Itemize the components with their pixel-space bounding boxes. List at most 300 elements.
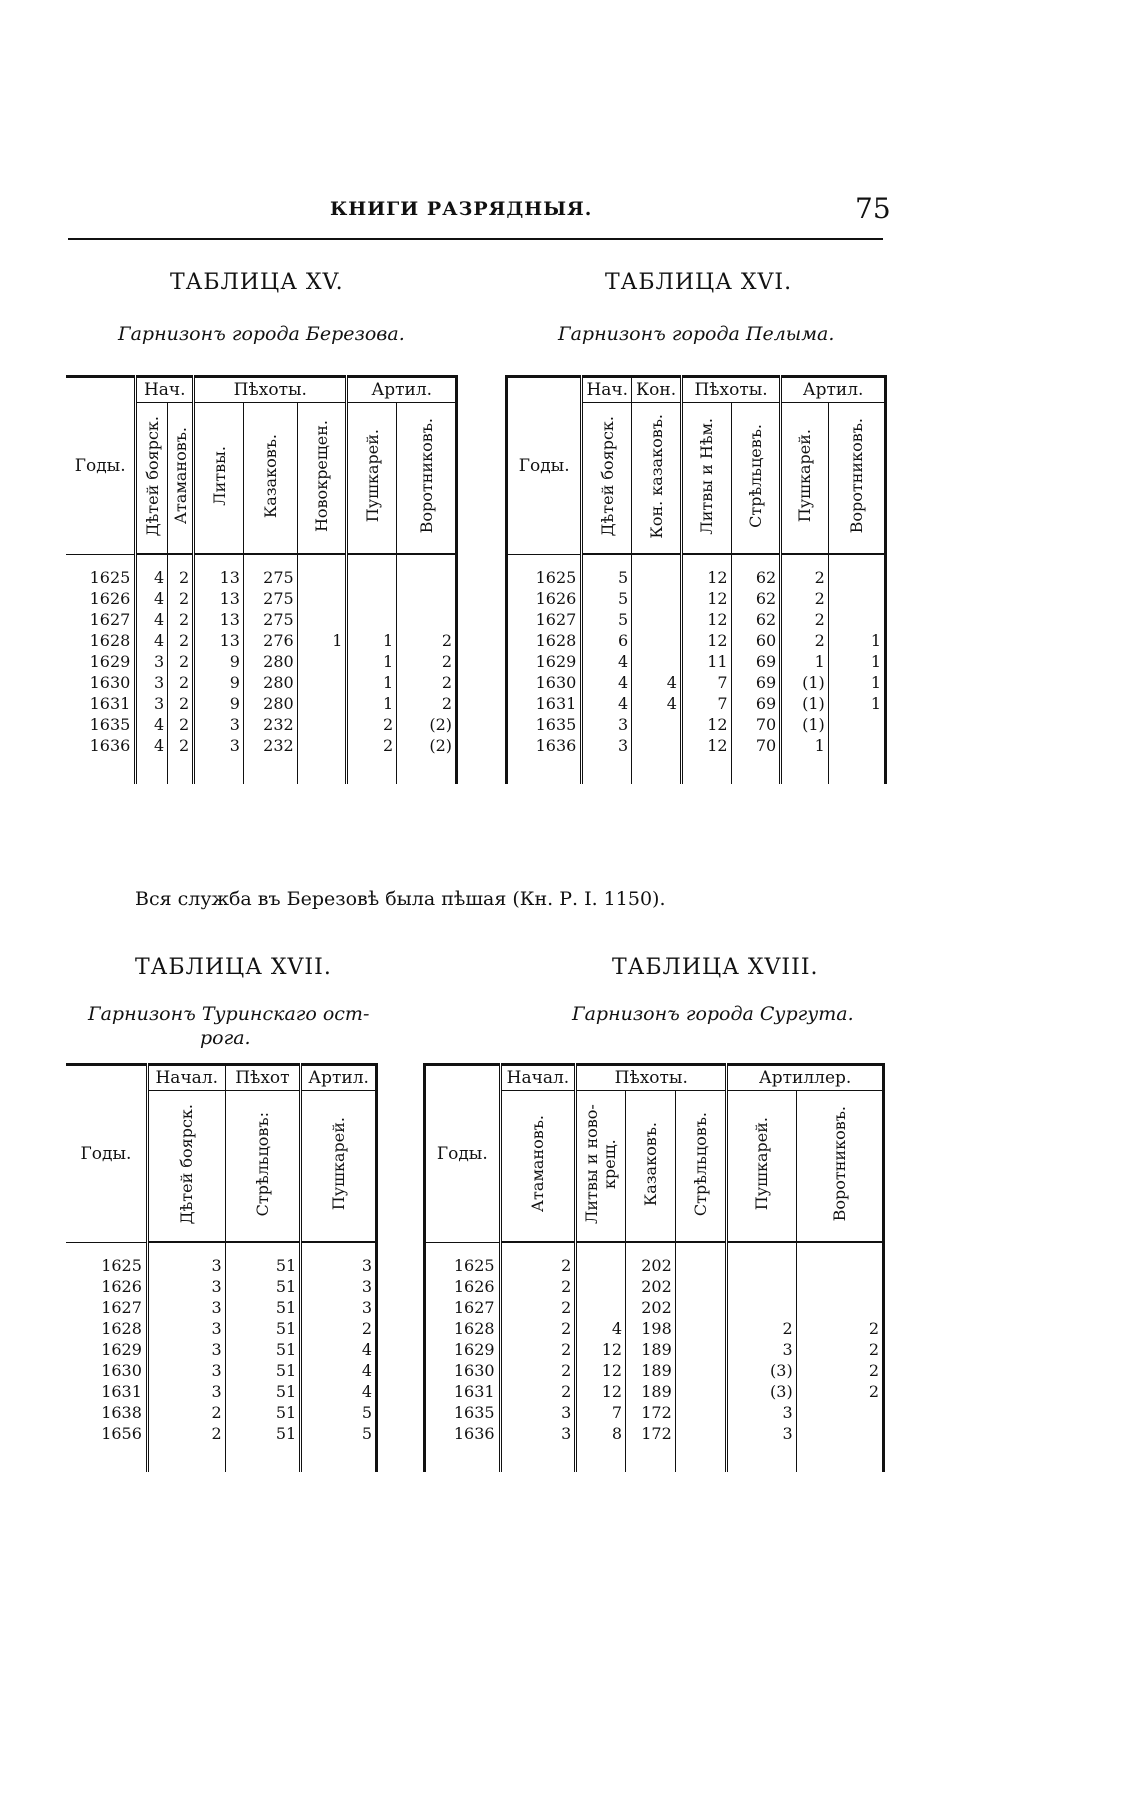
value-cell: 1 [828, 630, 885, 651]
t16-col-2: Литвы и Нѣм. [681, 403, 731, 555]
value-cell [632, 630, 682, 651]
value-cell: 3 [500, 1423, 576, 1444]
value-cell: 2 [168, 735, 194, 756]
value-cell [727, 1297, 797, 1318]
value-cell: 4 [301, 1339, 377, 1360]
value-cell: 189 [626, 1381, 676, 1402]
year-cell: 1626 [507, 588, 582, 609]
value-cell [297, 651, 347, 672]
table-17-title: ТАБЛИЦА XVII. [135, 955, 332, 980]
value-cell: 2 [168, 630, 194, 651]
value-cell: 2 [727, 1318, 797, 1339]
value-cell [632, 651, 682, 672]
table-16-subtitle: Гарнизонъ города Пелыма. [558, 323, 835, 345]
table-row [66, 651, 457, 672]
value-cell: 4 [136, 609, 168, 630]
t15-col-1: Атамановъ. [168, 403, 194, 555]
value-cell [397, 609, 457, 630]
t15-col-5: Пушкарей. [347, 403, 397, 555]
value-cell: 3 [147, 1339, 225, 1360]
value-cell [297, 609, 347, 630]
table-row [507, 567, 886, 588]
table-row [425, 1276, 884, 1297]
value-cell: 5 [582, 567, 632, 588]
year-cell: 1631 [101, 1382, 142, 1401]
value-cell: 2 [397, 693, 457, 714]
value-cell: 4 [136, 588, 168, 609]
value-cell: 4 [301, 1381, 377, 1402]
value-cell: (1) [781, 672, 829, 693]
value-cell: 3 [582, 714, 632, 735]
table-17-subtitle-2: рога. [200, 1027, 251, 1049]
year-cell: 1635 [89, 715, 131, 734]
value-cell: 12 [681, 735, 731, 756]
value-cell: 2 [397, 651, 457, 672]
value-cell [347, 609, 397, 630]
year-cell: 1626 [101, 1277, 142, 1296]
value-cell: 3 [147, 1297, 225, 1318]
value-cell: 70 [731, 735, 781, 756]
year-cell: 1627 [89, 610, 131, 629]
value-cell: 12 [576, 1339, 626, 1360]
t18-group-art: Артиллер. [727, 1065, 884, 1091]
value-cell: 2 [781, 630, 829, 651]
year-cell: 1631 [507, 693, 582, 714]
value-cell: 51 [225, 1276, 301, 1297]
value-cell [297, 693, 347, 714]
value-cell: 11 [681, 651, 731, 672]
table-row [66, 1381, 377, 1402]
year-cell: 1627 [507, 609, 582, 630]
value-cell: 3 [194, 735, 244, 756]
value-cell: 2 [168, 609, 194, 630]
t17-col-2: Пушкарей. [301, 1091, 377, 1243]
table-row [507, 672, 886, 693]
value-cell [828, 609, 885, 630]
value-cell: 2 [500, 1381, 576, 1402]
table-row [66, 735, 457, 756]
value-cell [675, 1339, 726, 1360]
value-cell [297, 735, 347, 756]
value-cell: 4 [136, 735, 168, 756]
year-cell: 1625 [101, 1256, 142, 1275]
table-row [425, 1297, 884, 1318]
value-cell: 1 [781, 735, 829, 756]
value-cell: 51 [225, 1339, 301, 1360]
value-cell: 2 [500, 1276, 576, 1297]
value-cell [796, 1423, 883, 1444]
value-cell: 7 [681, 672, 731, 693]
value-cell: 4 [582, 693, 632, 714]
value-cell: 280 [243, 672, 297, 693]
value-cell: 2 [168, 714, 194, 735]
table-15-title: ТАБЛИЦА XV. [170, 270, 344, 295]
t16-col-1: Кон. казаковъ. [632, 403, 682, 555]
value-cell: 3 [136, 651, 168, 672]
year-cell: 1656 [101, 1424, 142, 1443]
value-cell: 69 [731, 651, 781, 672]
table-row [66, 1297, 377, 1318]
table-row [66, 1255, 377, 1276]
t18-col-3: Стрѣльцовъ. [675, 1091, 726, 1243]
value-cell: 2 [781, 567, 829, 588]
year-cell: 1631 [425, 1381, 501, 1402]
value-cell: 1 [828, 651, 885, 672]
value-cell: 1 [297, 630, 347, 651]
table-row [425, 1423, 884, 1444]
table-row [425, 1255, 884, 1276]
year-cell: 1630 [507, 672, 582, 693]
year-cell: 1628 [425, 1318, 501, 1339]
t17-col-1: Стрѣльцовъ: [225, 1091, 301, 1243]
t16-col-0: Дѣтей боярск. [582, 403, 632, 555]
t16-group-kon: Кон. [632, 377, 682, 403]
value-cell: 4 [136, 714, 168, 735]
footnote: Вся служба въ Березовѣ была пѣшая (Кн. Р. I. 1150). [135, 888, 666, 910]
t16-body [507, 554, 886, 784]
value-cell [828, 567, 885, 588]
value-cell: 1 [347, 693, 397, 714]
value-cell: 4 [301, 1360, 377, 1381]
value-cell [796, 1402, 883, 1423]
year-cell: 1625 [425, 1255, 501, 1276]
value-cell [828, 714, 885, 735]
value-cell: 4 [632, 693, 682, 714]
t15-col-4: Новокрещен. [297, 403, 347, 555]
year-cell: 1629 [507, 651, 582, 672]
value-cell [297, 588, 347, 609]
t17-group-art: Артил. [301, 1065, 377, 1091]
t18-body [425, 1242, 884, 1472]
year-cell: 1635 [507, 714, 582, 735]
t15-group-nach: Нач. [136, 377, 194, 403]
value-cell [632, 588, 682, 609]
value-cell: 3 [147, 1360, 225, 1381]
value-cell: 2 [168, 672, 194, 693]
t16-col-3: Стрѣльцевъ. [731, 403, 781, 555]
value-cell: 3 [582, 735, 632, 756]
value-cell: 3 [727, 1402, 797, 1423]
table-row [66, 567, 457, 588]
year-cell: 1628 [101, 1319, 142, 1338]
year-cell: 1636 [89, 736, 131, 755]
value-cell: 2 [500, 1297, 576, 1318]
value-cell: 12 [681, 630, 731, 651]
t18-col-5: Воротниковъ. [796, 1091, 883, 1243]
table-18-title: ТАБЛИЦА XVIII. [612, 955, 819, 980]
value-cell: 189 [626, 1339, 676, 1360]
value-cell: 12 [576, 1360, 626, 1381]
year-cell: 1631 [89, 694, 131, 713]
value-cell: 2 [500, 1255, 576, 1276]
table-row [66, 1339, 377, 1360]
table-row [425, 1402, 884, 1423]
value-cell [632, 567, 682, 588]
value-cell [675, 1381, 726, 1402]
value-cell: 9 [194, 651, 244, 672]
value-cell: 7 [681, 693, 731, 714]
year-cell: 1629 [101, 1340, 142, 1359]
value-cell: (3) [727, 1381, 797, 1402]
value-cell [397, 567, 457, 588]
value-cell: 2 [347, 735, 397, 756]
year-cell: 1626 [425, 1276, 501, 1297]
t17-group-pekh: Пѣхот [225, 1065, 301, 1091]
value-cell: 69 [731, 672, 781, 693]
value-cell: 13 [194, 588, 244, 609]
value-cell [675, 1360, 726, 1381]
value-cell: 2 [147, 1402, 225, 1423]
running-header: КНИГИ РАЗРЯДНЫЯ. [330, 198, 593, 220]
value-cell [796, 1255, 883, 1276]
value-cell: 2 [781, 588, 829, 609]
value-cell [675, 1276, 726, 1297]
table-17 [66, 1063, 378, 1472]
value-cell: 202 [626, 1276, 676, 1297]
value-cell: 2 [500, 1339, 576, 1360]
value-cell: 2 [397, 672, 457, 693]
value-cell: 172 [626, 1402, 676, 1423]
value-cell [675, 1423, 726, 1444]
value-cell [675, 1297, 726, 1318]
value-cell [576, 1297, 626, 1318]
table-row [66, 630, 457, 651]
t16-col-4: Пушкарей. [781, 403, 829, 555]
t17-group-nach: Начал. [147, 1065, 225, 1091]
value-cell: 5 [582, 588, 632, 609]
table-row [507, 693, 886, 714]
value-cell [632, 609, 682, 630]
value-cell: (2) [397, 735, 457, 756]
value-cell: 2 [168, 651, 194, 672]
value-cell [828, 735, 885, 756]
table-row [507, 588, 886, 609]
value-cell: 275 [243, 588, 297, 609]
value-cell [675, 1318, 726, 1339]
value-cell: 12 [681, 609, 731, 630]
value-cell [675, 1255, 726, 1276]
year-cell: 1625 [507, 567, 582, 588]
value-cell: 280 [243, 693, 297, 714]
value-cell: 7 [576, 1402, 626, 1423]
table-row [425, 1318, 884, 1339]
value-cell: 70 [731, 714, 781, 735]
value-cell: 51 [225, 1423, 301, 1444]
value-cell: 2 [168, 567, 194, 588]
value-cell: (3) [727, 1360, 797, 1381]
value-cell: 3 [147, 1381, 225, 1402]
value-cell: 69 [731, 693, 781, 714]
table-row [66, 672, 457, 693]
value-cell: 51 [225, 1255, 301, 1276]
t15-years-header: Годы. [66, 377, 136, 555]
value-cell: 3 [727, 1423, 797, 1444]
value-cell [727, 1255, 797, 1276]
value-cell: 3 [147, 1255, 225, 1276]
value-cell: 3 [727, 1339, 797, 1360]
value-cell [796, 1276, 883, 1297]
value-cell: 202 [626, 1255, 676, 1276]
year-cell: 1628 [89, 631, 131, 650]
value-cell: 198 [626, 1318, 676, 1339]
value-cell: 12 [681, 588, 731, 609]
year-cell: 1630 [425, 1360, 501, 1381]
value-cell: 3 [301, 1297, 377, 1318]
value-cell: 13 [194, 567, 244, 588]
t18-col-4: Пушкарей. [727, 1091, 797, 1243]
value-cell: 232 [243, 714, 297, 735]
header-rule [68, 238, 883, 240]
year-cell: 1625 [89, 568, 131, 587]
value-cell: 62 [731, 609, 781, 630]
value-cell [397, 588, 457, 609]
table-row [507, 651, 886, 672]
value-cell: 3 [136, 672, 168, 693]
value-cell: 2 [796, 1381, 883, 1402]
value-cell: 5 [301, 1423, 377, 1444]
value-cell: 2 [500, 1318, 576, 1339]
value-cell: 3 [136, 693, 168, 714]
value-cell [632, 714, 682, 735]
year-cell: 1636 [425, 1423, 501, 1444]
value-cell: 51 [225, 1360, 301, 1381]
t15-group-pekh: Пѣхоты. [194, 377, 347, 403]
value-cell: 3 [147, 1276, 225, 1297]
value-cell: 51 [225, 1297, 301, 1318]
value-cell: 232 [243, 735, 297, 756]
t18-group-pekh: Пѣхоты. [576, 1065, 727, 1091]
value-cell: 1 [781, 651, 829, 672]
year-cell: 1626 [89, 589, 131, 608]
value-cell: 13 [194, 630, 244, 651]
value-cell: 8 [576, 1423, 626, 1444]
t16-group-art: Артил. [781, 377, 886, 403]
year-cell: 1630 [101, 1361, 142, 1380]
value-cell: 172 [626, 1423, 676, 1444]
table-15 [66, 375, 458, 784]
value-cell: 12 [681, 714, 731, 735]
t17-years-header: Годы. [66, 1065, 147, 1243]
value-cell: 1 [828, 672, 885, 693]
value-cell: 280 [243, 651, 297, 672]
value-cell: 2 [301, 1318, 377, 1339]
value-cell: 2 [147, 1423, 225, 1444]
table-16-title: ТАБЛИЦА XVI. [605, 270, 793, 295]
value-cell: 4 [136, 567, 168, 588]
t18-group-nach: Начал. [500, 1065, 576, 1091]
table-row [66, 1318, 377, 1339]
t16-years-header: Годы. [507, 377, 582, 555]
t15-body [66, 554, 457, 784]
value-cell: 2 [796, 1339, 883, 1360]
table-row [66, 693, 457, 714]
value-cell [297, 567, 347, 588]
t18-col-1: Литвы и ново-крещ. [576, 1091, 626, 1243]
table-row [66, 609, 457, 630]
page-number: 75 [855, 192, 891, 225]
value-cell [632, 735, 682, 756]
value-cell [727, 1276, 797, 1297]
value-cell: (1) [781, 693, 829, 714]
value-cell: 51 [225, 1318, 301, 1339]
value-cell: 4 [582, 672, 632, 693]
value-cell: 2 [347, 714, 397, 735]
value-cell: 4 [632, 672, 682, 693]
value-cell: 51 [225, 1402, 301, 1423]
value-cell: (1) [781, 714, 829, 735]
table-18-subtitle: Гарнизонъ города Сургута. [572, 1003, 854, 1025]
t18-years-header: Годы. [425, 1065, 501, 1243]
year-cell: 1629 [89, 652, 131, 671]
t17-body [66, 1242, 377, 1472]
year-cell: 1638 [101, 1403, 142, 1422]
value-cell [347, 567, 397, 588]
value-cell [297, 672, 347, 693]
value-cell: 9 [194, 693, 244, 714]
value-cell: 2 [796, 1360, 883, 1381]
value-cell [828, 588, 885, 609]
table-row [66, 1423, 377, 1444]
value-cell: 2 [500, 1360, 576, 1381]
table-row [425, 1360, 884, 1381]
t15-col-3: Казаковъ. [243, 403, 297, 555]
value-cell: 189 [626, 1360, 676, 1381]
t15-group-art: Артил. [347, 377, 457, 403]
year-cell: 1630 [89, 673, 131, 692]
value-cell [675, 1402, 726, 1423]
t15-col-0: Дѣтей боярск. [136, 403, 168, 555]
value-cell: 60 [731, 630, 781, 651]
value-cell: 4 [576, 1318, 626, 1339]
year-cell: 1635 [425, 1402, 501, 1423]
value-cell: 5 [301, 1402, 377, 1423]
value-cell: 3 [301, 1276, 377, 1297]
value-cell: 1 [347, 651, 397, 672]
value-cell: 276 [243, 630, 297, 651]
t18-col-2: Казаковъ. [626, 1091, 676, 1243]
value-cell [796, 1297, 883, 1318]
value-cell: 2 [781, 609, 829, 630]
table-row [66, 1402, 377, 1423]
value-cell: 62 [731, 567, 781, 588]
value-cell: (2) [397, 714, 457, 735]
table-row [425, 1339, 884, 1360]
table-row [66, 1276, 377, 1297]
value-cell [576, 1255, 626, 1276]
year-cell: 1627 [425, 1297, 501, 1318]
value-cell: 12 [576, 1381, 626, 1402]
value-cell: 9 [194, 672, 244, 693]
t17-col-0: Дѣтей боярск. [147, 1091, 225, 1243]
value-cell: 4 [582, 651, 632, 672]
t15-col-2: Литвы. [194, 403, 244, 555]
year-cell: 1629 [425, 1339, 501, 1360]
table-row [66, 1360, 377, 1381]
value-cell: 3 [500, 1402, 576, 1423]
table-row [507, 714, 886, 735]
value-cell: 275 [243, 567, 297, 588]
table-row [66, 588, 457, 609]
value-cell [347, 588, 397, 609]
value-cell: 12 [681, 567, 731, 588]
year-cell: 1636 [507, 735, 582, 756]
value-cell: 51 [225, 1381, 301, 1402]
value-cell: 2 [168, 693, 194, 714]
value-cell: 2 [168, 588, 194, 609]
table-17-subtitle-1: Гарнизонъ Туринскаго ост- [88, 1003, 370, 1025]
table-row [66, 714, 457, 735]
table-row [507, 609, 886, 630]
